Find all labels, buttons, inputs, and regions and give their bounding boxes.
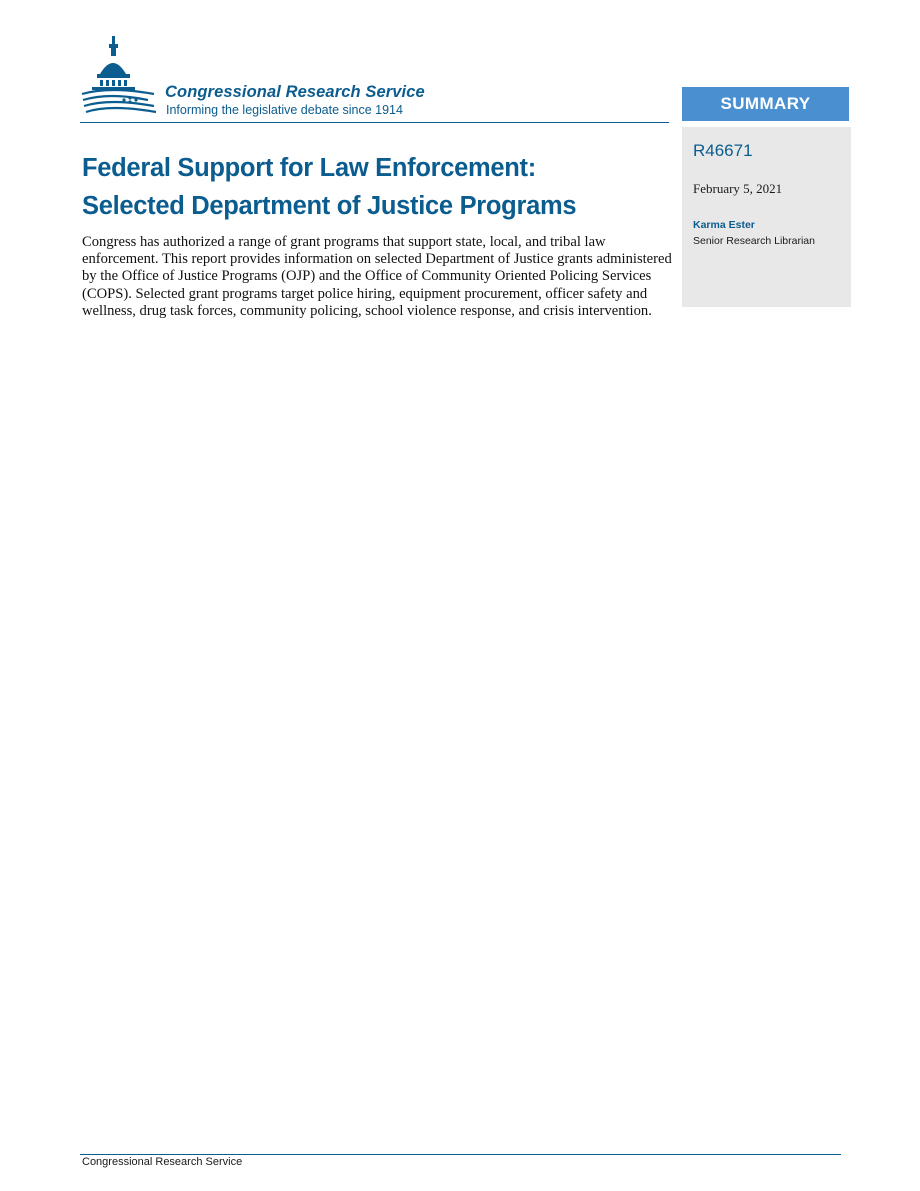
document-title — [82, 149, 672, 225]
summary-heading: SUMMARY — [682, 87, 849, 121]
author-name: Karma Ester — [693, 219, 755, 231]
report-info-box — [682, 127, 851, 307]
footer-label: Congressional Research Service — [82, 1156, 243, 1168]
org-tagline: Informing the legislative debate since 1914 — [166, 103, 403, 117]
summary-paragraph: Congress has authorized a range of grant programs that support state, local, and tribal law enforcement. This report provides information on selected Department of Justice grants administered by the Office of Justice Programs (OJP) and the Office of Community Oriented Policing Services (COPS). Selected grant programs target police hiring, equipment procurement, officer safety and wellness, drug task forces, community policing, school violence response, and crisis intervention. — [82, 234, 672, 319]
report-date: February 5, 2021 — [693, 181, 783, 196]
author-title: Senior Research Librarian — [693, 235, 815, 247]
capitol-dome-icon — [80, 34, 160, 124]
footer-divider — [80, 1154, 841, 1155]
title-line-2: Selected Department of Justice Programs — [82, 192, 577, 220]
report-number: R46671 — [693, 141, 753, 160]
crs-logo — [80, 34, 480, 124]
title-line-1: Federal Support for Law Enforcement: — [82, 154, 536, 182]
header-divider — [80, 122, 669, 123]
org-name: Congressional Research Service — [165, 83, 425, 101]
